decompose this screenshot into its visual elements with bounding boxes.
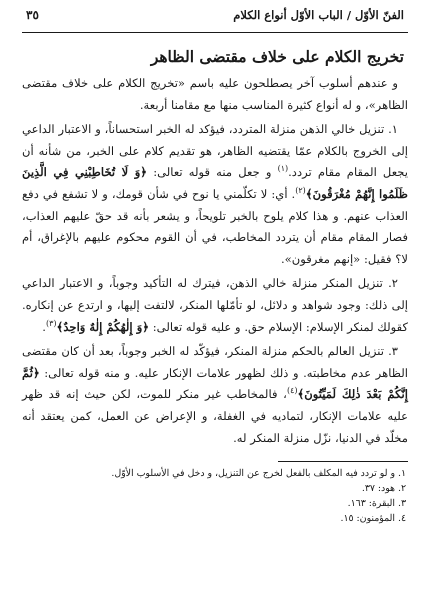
quran-verse-3: ﴿ثُمَّ إِنَّكُمْ بَعْدَ ذٰلِكَ لَمَيِّتُونَ﴾	[22, 365, 409, 402]
paragraph-1	[22, 119, 408, 270]
footnote-ref-3[interactable]: (٣)	[45, 318, 57, 328]
section-title: تخريج الكلام على خلاف مقتضى الظاهر	[150, 47, 404, 66]
paragraph-1-text-c: . أي: لا تكلّمني يا نوح في شأن قومك، و لا تشفع في دفع العذاب عنهم. و هذا كلام يلوح بالخبر تلويحاً، و يشعر بأنه قد حقّ عليهم العذاب، فصار المقام مقام أن يتردد المخاطب، في أن القوم محكوم عليهم بالإغراق، أم لا؟ فقيل: «إنهم مغرقون».	[22, 186, 408, 266]
footnote-ref-1[interactable]: (١)	[277, 164, 289, 174]
paragraph-3	[22, 341, 408, 449]
paragraph-2	[22, 273, 408, 338]
intro-paragraph: و عندهم أسلوب آخر يصطلحون عليه باسم «تخريج الكلام على خلاف مقتضى الظاهر»، و له أنواع كثيرة المناسب منها مع مقامنا أربعة.	[22, 76, 408, 112]
footnote-divider	[278, 461, 408, 462]
page-number: ٣٥	[26, 8, 39, 22]
body-text	[22, 73, 408, 449]
quran-verse-1: ﴿وَ لَا تُخَاطِبْنِي فِي الَّذِينَ ظَلَمُوا إِنَّهُمْ مُغْرَقُونَ﴾	[22, 165, 408, 201]
running-title: الفنّ الأوّل / الباب الأوّل أنواع الكلام	[233, 8, 404, 22]
footnote-1: ١. و لو تردد فيه المكلف بالفعل لخرج عن التنزيل، و دخل في الأسلوب الأوّل.	[111, 468, 406, 480]
paragraph-3-text-a: ٣. تنزيل العالم بالحكم منزلة المنكر، فيؤكّد له الخبر وجوباً، بعد أن كان مقتضى الظاهر عدم مخاطبته. و ذلك لظهور علامات الإنكار عليه. و منه قوله تعالى:	[22, 344, 408, 380]
footnote-2: ٢. هود: ٣٧.	[361, 483, 406, 495]
footnote-4: ٤. المؤمنون: ١٥.	[340, 513, 406, 525]
footnote-ref-4[interactable]: (٤)	[286, 386, 298, 396]
footnote-3: ٣. البقرة: ١٦٣.	[347, 498, 406, 510]
quran-verse-2: ﴿وَ إِلٰهُكُمْ إِلٰهٌ وَاحِدٌ﴾	[56, 319, 150, 334]
footnotes	[22, 466, 408, 526]
footnote-ref-2[interactable]: (٢)	[295, 186, 306, 196]
paragraph-2-text-a: ٢. تنزيل المنكر منزلة خالي الذهن، فيترك له التأكيد وجوباً، و الاعتبار الداعي إلى ذلك: وجود شواهد و دلائل، لو تأمّلها المنكر، لالتفت إليها، و ارتدع عن إنكاره. كقولك لمنكر الإسلام: الإسلام حق. و عليه قوله تعالى:	[22, 276, 408, 334]
running-header	[22, 8, 408, 33]
paragraph-1-text-a: ١. تنزيل خالي الذهن منزلة المتردد، فيؤكد له الخبر استحساناً، و الاعتبار الداعي إلى الخروج بالكلام عمّا يقتضيه الظاهر، هو تقديم كلام على الخبر، من شأنه أن يجعل المقام مقام تردد.	[22, 122, 408, 180]
paragraph-2-text-b: .	[42, 319, 46, 334]
paragraph-1-text-b: و جعل منه قوله تعالى:	[147, 165, 278, 180]
paragraph-3-text-b: ، فالمخاطب غير منكر للموت، لكن حيث إنه قد ظهر عليه علامات الإنكار، لتماديه في الغفلة، و الإعراض عن العمل، كمن يعتقد أنه مخلّد في الدنيا، نزّل منزلة المنكر له.	[22, 387, 408, 445]
